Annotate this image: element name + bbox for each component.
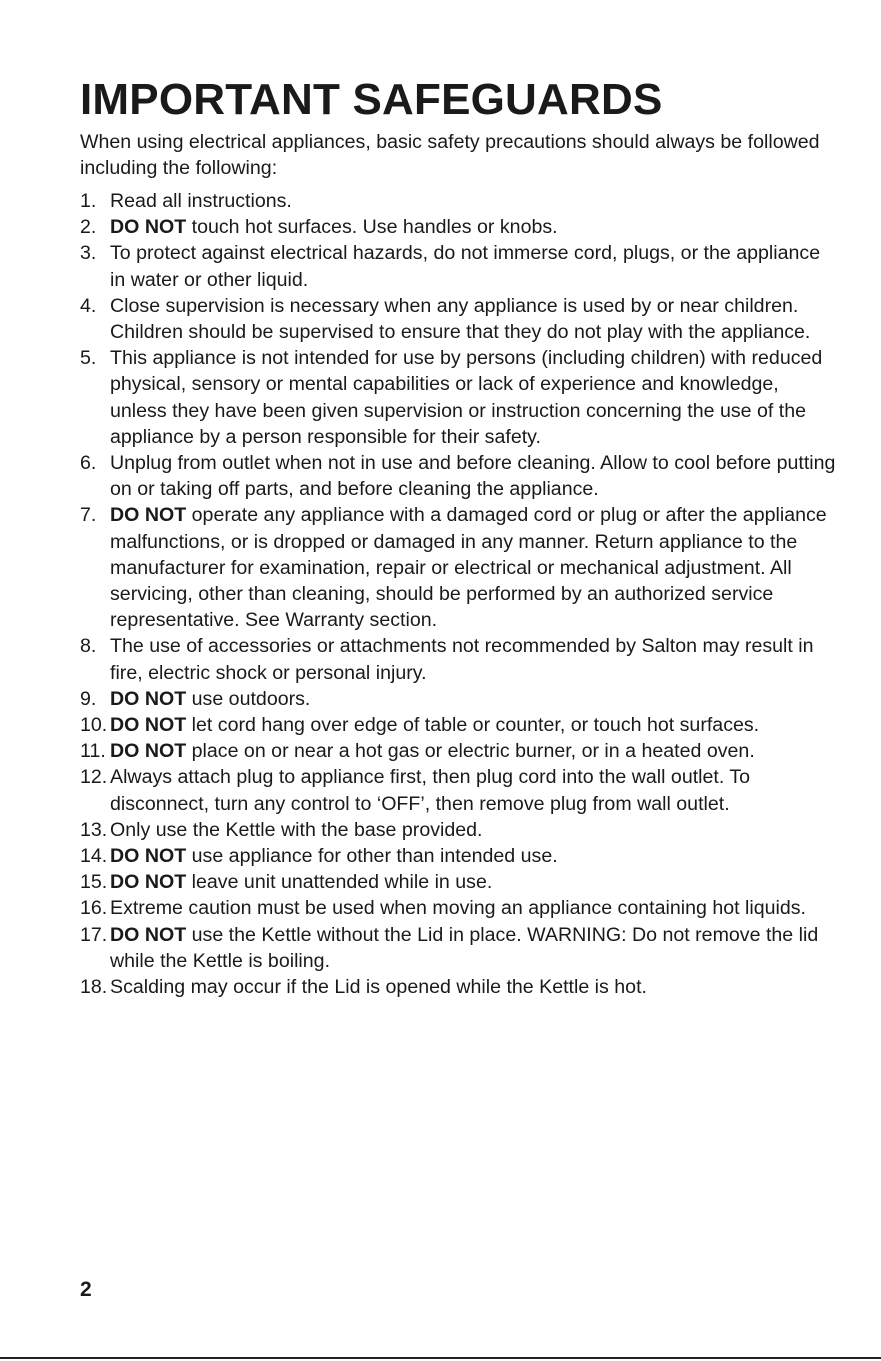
do-not-emphasis: DO NOT <box>110 871 187 894</box>
list-item-number: 5. <box>80 347 97 370</box>
list-item-number: 18. <box>80 976 108 999</box>
list-item-number: 13. <box>80 818 108 841</box>
list-item <box>80 974 840 1000</box>
list-item-body: touch hot surfaces. Use handles or knobs. <box>186 216 558 239</box>
list-item-text <box>110 843 840 869</box>
list-item <box>80 293 840 345</box>
do-not-emphasis: DO NOT <box>110 845 187 868</box>
intro-paragraph: When using electrical appliances, basic safety precautions should always be followed including the following: <box>80 131 820 180</box>
list-item <box>80 686 840 712</box>
list-item <box>80 345 840 450</box>
list-item <box>80 502 840 633</box>
list-item <box>80 240 840 292</box>
list-item-body: Extreme caution must be used when moving an appliance containing hot liquids. <box>110 897 806 920</box>
do-not-emphasis: DO NOT <box>110 216 187 239</box>
list-item-text <box>110 974 840 1000</box>
list-item-number: 11. <box>80 740 106 763</box>
list-item <box>80 843 840 869</box>
list-item-text <box>110 895 840 921</box>
do-not-emphasis: DO NOT <box>110 740 187 763</box>
list-item-number: 16. <box>80 897 108 920</box>
list-item-number: 2. <box>80 216 97 239</box>
list-item-text <box>110 450 840 502</box>
list-item-text <box>110 345 840 450</box>
do-not-emphasis: DO NOT <box>110 504 187 527</box>
list-item-text <box>110 686 840 712</box>
list-item-body: let cord hang over edge of table or counter, or touch hot surfaces. <box>186 714 760 737</box>
list-item-text <box>110 502 840 633</box>
list-item-text <box>110 240 840 292</box>
list-item-body: Unplug from outlet when not in use and before cleaning. Allow to cool before putting on or taking off parts, and before cleaning the appliance. <box>110 452 836 501</box>
list-item <box>80 633 840 685</box>
list-item-text <box>110 293 840 345</box>
list-item-body: use the Kettle without the Lid in place. WARNING: Do not remove the lid while the Kettle is boiling. <box>110 923 819 972</box>
list-item-text <box>110 188 840 214</box>
list-item-number: 10. <box>80 714 108 737</box>
list-item-number: 6. <box>80 452 97 475</box>
list-item-body: The use of accessories or attachments not recommended by Salton may result in fire, electric shock or personal injury. <box>110 635 814 684</box>
list-item-text <box>110 214 840 240</box>
list-item <box>80 738 840 764</box>
list-item-body: place on or near a hot gas or electric burner, or in a heated oven. <box>186 740 755 763</box>
list-item <box>80 869 840 895</box>
list-item-body: use appliance for other than intended use. <box>186 845 558 868</box>
list-item-body: This appliance is not intended for use by persons (including children) with reduced physical, sensory or mental capabilities or lack of experience and knowledge, unless they have been given supervision or instruction concerning the use of the appliance by a person responsible for their safety. <box>110 347 823 448</box>
page-title: IMPORTANT SAFEGUARDS <box>80 75 663 124</box>
list-item-number: 12. <box>80 766 108 789</box>
list-item-number: 7. <box>80 504 97 527</box>
list-item-body: operate any appliance with a damaged cord or plug or after the appliance malfunctions, or is dropped or damaged in any manner. Return appliance to the manufacturer for examination, repair or electrical or mechanical adjustment. All servicing, other than cleaning, should be performed by an authorized service representative. See Warranty section. <box>110 504 827 632</box>
list-item <box>80 922 840 974</box>
list-item-body: Scalding may occur if the Lid is opened while the Kettle is hot. <box>110 976 647 999</box>
list-item-text <box>110 764 840 816</box>
list-item <box>80 214 840 240</box>
list-item-text <box>110 738 840 764</box>
list-item-text <box>110 922 840 974</box>
page-number: 2 <box>80 1278 92 1301</box>
list-item-body: To protect against electrical hazards, do not immerse cord, plugs, or the appliance in water or other liquid. <box>110 242 821 291</box>
list-item-text <box>110 817 840 843</box>
list-item-number: 9. <box>80 687 97 710</box>
list-item-text <box>110 869 840 895</box>
list-item-body: Always attach plug to appliance first, then plug cord into the wall outlet. To disconnect, turn any control to ‘OFF’, then remove plug from wall outlet. <box>110 766 751 815</box>
list-item-number: 17. <box>80 923 108 946</box>
list-item <box>80 712 840 738</box>
list-item-body: Read all instructions. <box>110 190 292 212</box>
list-item-number: 1. <box>80 190 97 212</box>
list-item <box>80 817 840 843</box>
list-item-number: 4. <box>80 294 97 317</box>
list-item <box>80 188 840 214</box>
list-item-number: 3. <box>80 242 97 265</box>
do-not-emphasis: DO NOT <box>110 923 187 946</box>
bottom-rule <box>0 1357 881 1359</box>
safeguards-list <box>80 188 840 1000</box>
list-item-body: Close supervision is necessary when any appliance is used by or near children. Children should be supervised to ensure that they do not play with the appliance. <box>110 294 811 344</box>
list-item-number: 15. <box>80 871 108 894</box>
list-item-number: 14. <box>80 845 108 868</box>
list-item-text <box>110 712 840 738</box>
do-not-emphasis: DO NOT <box>110 687 187 710</box>
list-item <box>80 450 840 502</box>
list-item-body: Only use the Kettle with the base provided. <box>110 818 483 841</box>
list-item-number: 8. <box>80 635 97 658</box>
list-item <box>80 764 840 816</box>
list-item <box>80 895 840 921</box>
list-item-body: leave unit unattended while in use. <box>186 871 493 894</box>
do-not-emphasis: DO NOT <box>110 714 187 737</box>
list-item-body: use outdoors. <box>186 687 311 710</box>
list-item-text <box>110 633 840 685</box>
